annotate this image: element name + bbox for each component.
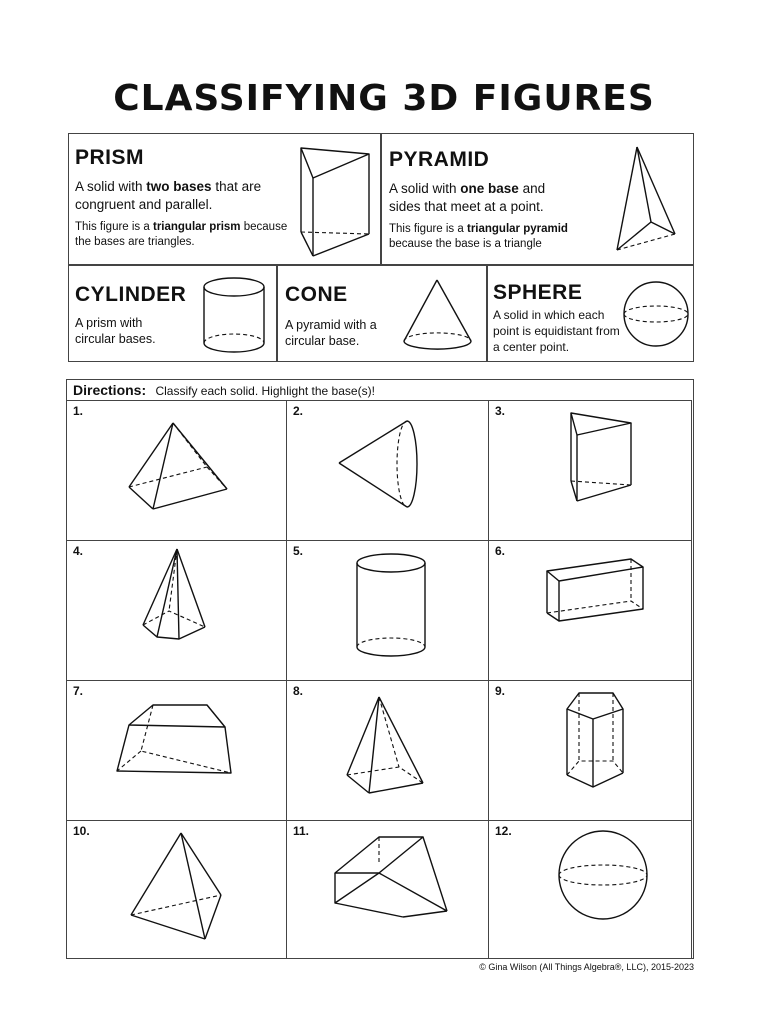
problem-cell-3 xyxy=(489,401,692,541)
pyramid-desc-pre: A solid with xyxy=(389,181,461,196)
directions-row xyxy=(67,380,692,401)
pyramid-heading: PYRAMID xyxy=(389,148,490,171)
cone-icon xyxy=(401,277,477,355)
triangular-prism-figure xyxy=(567,409,647,509)
rectangular-prism-figure xyxy=(543,557,653,627)
cone-description: A pyramid with a circular base. xyxy=(285,318,377,348)
triangular-prism-figure xyxy=(331,833,461,923)
cylinder-icon xyxy=(201,275,267,359)
problem-cell-10 xyxy=(67,821,287,959)
cylinder-definition-box xyxy=(68,264,278,362)
sphere-figure xyxy=(557,829,653,925)
problem-cell-6 xyxy=(489,541,692,681)
prism-note xyxy=(75,220,290,250)
prism-description xyxy=(75,178,275,214)
directions-label: Directions: xyxy=(73,382,147,398)
problem-number: 1. xyxy=(73,404,84,418)
prism-note-pre: This figure is a xyxy=(75,221,153,233)
rectangular-pyramid-figure xyxy=(127,419,237,519)
prism-desc-pre: A solid with xyxy=(75,179,147,194)
problems-grid xyxy=(66,379,694,959)
problem-number: 6. xyxy=(495,544,506,558)
cone-definition-box xyxy=(276,264,488,362)
prism-definition-box xyxy=(68,133,382,266)
prism-desc-post: that are congruent and parallel. xyxy=(75,179,262,212)
problem-number: 8. xyxy=(293,684,304,698)
problem-number: 2. xyxy=(293,404,304,418)
problem-cell-5 xyxy=(287,541,489,681)
triangular-pyramid-icon xyxy=(607,144,687,254)
sphere-heading: SPHERE xyxy=(493,281,583,304)
problem-number: 4. xyxy=(73,544,84,558)
problem-cell-1 xyxy=(67,401,287,541)
pyramid-note xyxy=(389,222,604,252)
sphere-icon xyxy=(621,279,693,351)
copyright-text: © Gina Wilson (All Things Algebra®, LLC), 2015-2023 xyxy=(479,962,694,972)
problem-number: 3. xyxy=(495,404,506,418)
cylinder-figure xyxy=(353,551,431,671)
problem-cell-9 xyxy=(489,681,692,821)
problem-number: 5. xyxy=(293,544,304,558)
prism-heading: PRISM xyxy=(75,146,145,169)
prism-note-post: because the bases are triangles. xyxy=(75,221,288,248)
problem-cell-12 xyxy=(489,821,692,959)
pyramid-description xyxy=(389,180,579,216)
pyramid-desc-bold: one base xyxy=(460,181,519,196)
sphere-definition-box xyxy=(486,264,694,362)
pyramid-note-post: because the base is a triangle xyxy=(389,238,542,250)
cone-heading: CONE xyxy=(285,283,348,306)
cylinder-heading: CYLINDER xyxy=(75,283,187,306)
pyramid-desc-post: and sides that meet at a point. xyxy=(389,181,546,214)
trapezoidal-prism-figure xyxy=(113,701,243,781)
pyramid-definition-box xyxy=(380,133,694,266)
problem-cell-2 xyxy=(287,401,489,541)
prism-note-bold: triangular prism xyxy=(152,221,241,233)
problem-cell-8 xyxy=(287,681,489,821)
triangular-pyramid-figure xyxy=(127,831,227,941)
problem-number: 11. xyxy=(293,824,310,838)
directions-text: Classify each solid. Highlight the base(s)! xyxy=(155,384,375,398)
cylinder-description: A prism with circular bases. xyxy=(75,316,156,346)
pentagonal-prism-figure xyxy=(563,689,643,809)
pentagonal-pyramid-figure xyxy=(139,547,219,647)
pyramid-note-bold: triangular pyramid xyxy=(466,223,568,235)
problem-number: 12. xyxy=(495,824,512,838)
problem-number: 9. xyxy=(495,684,506,698)
problem-cell-11 xyxy=(287,821,489,959)
pyramid-note-pre: This figure is a xyxy=(389,223,467,235)
cone-figure xyxy=(335,415,435,525)
prism-desc-bold: two bases xyxy=(146,179,212,194)
problem-number: 10. xyxy=(73,824,90,838)
page-title: CLASSIFYING 3D FIGURES xyxy=(113,78,655,119)
rectangular-pyramid-figure xyxy=(343,695,433,805)
sphere-description: A solid in which each point is equidistant from a center point. xyxy=(493,308,620,354)
problem-cell-4 xyxy=(67,541,287,681)
problem-number: 7. xyxy=(73,684,84,698)
triangular-prism-icon xyxy=(297,142,379,260)
problem-cell-7 xyxy=(67,681,287,821)
